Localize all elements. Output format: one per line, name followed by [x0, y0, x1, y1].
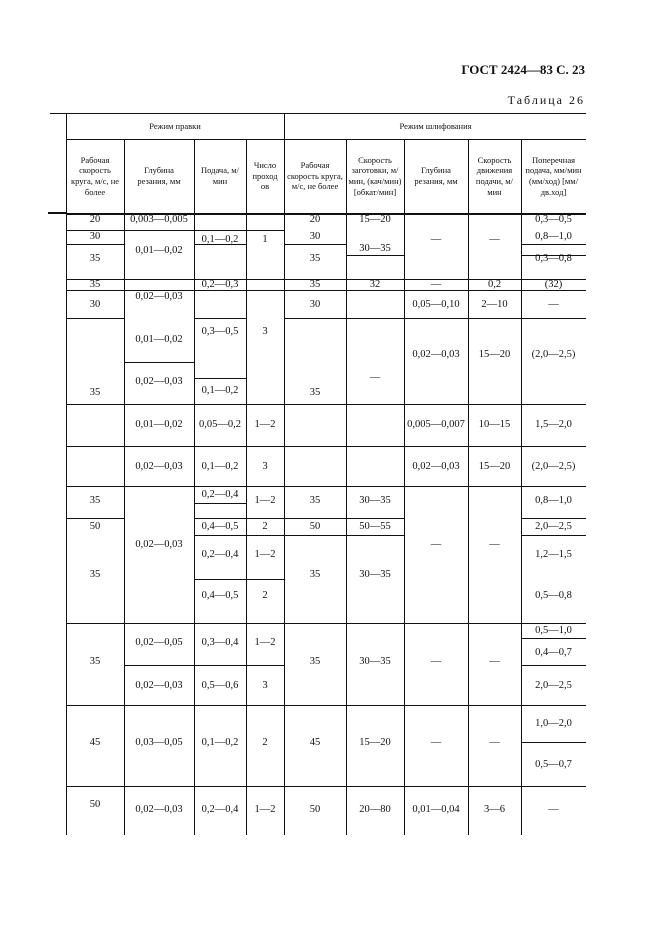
- table-cell: 35: [309, 252, 321, 264]
- table-cell: 0,01—0,04: [412, 803, 460, 815]
- table-cell: 2: [262, 589, 268, 601]
- table-cell: 35: [89, 494, 101, 506]
- table-cell: 0,3—0,4: [201, 636, 239, 648]
- table-cell: 1—2: [254, 418, 276, 430]
- table-cell: (2,0—2,5): [531, 460, 576, 472]
- table-cell: 0,5—0,7: [535, 758, 572, 770]
- table-cell: 1,2—1,5: [535, 548, 572, 560]
- table-cell: 0,1—0,2: [201, 384, 239, 396]
- table-cell: 0,02—0,03: [412, 348, 460, 360]
- grid-line: [124, 362, 194, 363]
- table-cell: 2,0—2,5: [535, 520, 572, 532]
- table-cell: —: [430, 538, 442, 550]
- col-wheel-speed-2: Рабочая скорость круга, м/с, не более: [287, 160, 343, 192]
- grid-line: [66, 705, 586, 706]
- table-cell: 45: [89, 736, 101, 748]
- table-cell: 0,5—0,6: [201, 679, 239, 691]
- group-grinding: Режим шлифования: [399, 120, 472, 131]
- table-cell: 0,2—0,4: [201, 548, 239, 560]
- grid-line: [66, 404, 586, 405]
- col-passes: Число проходов: [252, 160, 278, 192]
- grid-line: [66, 446, 586, 447]
- table-cell: 30: [309, 230, 321, 242]
- table-cell: 2,0—2,5: [535, 679, 572, 691]
- table-cell: 50: [309, 520, 321, 532]
- table-cell: —: [430, 233, 442, 245]
- grid-line: [124, 665, 284, 666]
- grid-line: [66, 623, 586, 624]
- table-cell: 35: [309, 494, 321, 506]
- table-cell: 0,05—0,10: [412, 298, 460, 310]
- table-cell: 0,8—1,0: [535, 494, 572, 506]
- table-cell: 0,4—0,5: [201, 589, 239, 601]
- table-cell: 1,5—2,0: [535, 418, 572, 430]
- table-cell: 35: [89, 655, 101, 667]
- table-cell: 30—35: [359, 242, 391, 254]
- table-cell: 0,4—0,7: [535, 646, 572, 658]
- table-cell: 35: [89, 252, 101, 264]
- table-cell: 0,01—0,02: [135, 418, 183, 430]
- table-cell: 0,1—0,2: [201, 233, 239, 245]
- table-cell: 0,2—0,4: [201, 488, 239, 500]
- table-cell: 50: [89, 798, 101, 810]
- grid-line: [521, 665, 586, 666]
- table-cell: 30: [89, 298, 101, 310]
- col-cut-depth: Глубина резания, мм: [137, 165, 181, 186]
- table-cell: 2: [262, 520, 268, 532]
- table-cell: —: [548, 803, 559, 815]
- table-cell: 1—2: [254, 548, 276, 560]
- table-cell: 0,2—0,3: [201, 278, 239, 290]
- table-cell: —: [369, 371, 381, 383]
- table-cell: 35: [309, 386, 321, 398]
- table-cell: 30: [89, 230, 101, 242]
- grid-line: [194, 579, 284, 580]
- col-cut-depth-2: Глубина резания, мм: [414, 165, 458, 186]
- table-cell: —: [430, 655, 442, 667]
- table-cell: 0,02—0,03: [135, 375, 183, 387]
- table-cell: 1—2: [254, 494, 276, 506]
- table-cell: 0,02—0,05: [135, 636, 183, 648]
- table-cell: 15—20: [359, 213, 391, 225]
- table-cell: 0,3—0,5: [535, 213, 572, 225]
- table-cell: 30—35: [359, 568, 391, 580]
- table-cell: 3—6: [484, 803, 505, 815]
- table-cell: 10—15: [478, 418, 511, 430]
- grid-line: [66, 786, 586, 787]
- grid-line: [66, 486, 586, 487]
- table-cell: 3: [262, 325, 268, 337]
- document-reference: ГОСТ 2424—83 С. 23: [461, 62, 585, 77]
- table-cell: 0,8—1,0: [535, 230, 572, 242]
- col-wheel-speed: Рабочая скорость круга, м/с, не более: [70, 154, 120, 197]
- table-cell: (2,0—2,5): [531, 348, 576, 360]
- grid-line: [194, 535, 284, 536]
- table-cell: 2—10: [481, 298, 508, 310]
- table-cell: 0,5—1,0: [535, 624, 572, 636]
- grid-line: [194, 503, 246, 504]
- table-cell: 2: [262, 736, 268, 748]
- table-cell: 0,03—0,05: [135, 736, 183, 748]
- grid-line: [521, 742, 586, 743]
- grid-line: [521, 535, 586, 536]
- table-cell: 0,02—0,03: [412, 460, 460, 472]
- table-cell: 20: [309, 213, 321, 225]
- table-cell: 0,02—0,03: [135, 290, 183, 302]
- table-cell: 0,3—0,8: [535, 252, 572, 264]
- table-cell: 1: [262, 233, 268, 245]
- table-cell: 3: [262, 679, 268, 691]
- table-cell: 0,01—0,02: [135, 244, 183, 256]
- table-cell: 0,05—0,2: [199, 418, 241, 430]
- table-cell: 0,4—0,5: [201, 520, 239, 532]
- table-cell: 32: [369, 278, 381, 290]
- table-cell: 50: [309, 803, 321, 815]
- grid-line: [284, 535, 404, 536]
- table-cell: —: [548, 298, 559, 310]
- table-cell: 0,003—0,005: [130, 213, 188, 225]
- table-cell: 0,2: [487, 278, 502, 290]
- table-cell: 50: [89, 520, 101, 532]
- col-cross-feed: Поперечная подача, мм/мин (мм/ход) [мм/дв.ход]: [525, 154, 582, 197]
- grid-line: [284, 318, 586, 319]
- table-cell: 30—35: [359, 655, 391, 667]
- table-cell: 1—2: [254, 803, 276, 815]
- table-cell: 0,3—0,5: [201, 325, 239, 337]
- table-cell: 35: [309, 278, 321, 290]
- table-cell: 0,005—0,007: [407, 418, 465, 430]
- table-cell: 30—35: [359, 494, 391, 506]
- table-cell: 30: [309, 298, 321, 310]
- table-cell: 0,01—0,02: [135, 333, 183, 345]
- table-cell: 1,0—2,0: [535, 717, 572, 729]
- table-label: Таблица 26: [507, 93, 585, 107]
- table-cell: 15—20: [478, 348, 511, 360]
- table-cell: 35: [89, 386, 101, 398]
- table-cell: 0,02—0,03: [135, 538, 183, 550]
- table-cell: 45: [309, 736, 321, 748]
- group-dressing: Режим правки: [149, 120, 201, 131]
- table-cell: —: [489, 233, 500, 245]
- table-cell: 20: [89, 213, 101, 225]
- table-cell: —: [430, 736, 442, 748]
- table-cell: —: [489, 736, 500, 748]
- table-cell: 0,1—0,2: [201, 460, 239, 472]
- col-feed-speed: Скорость движения подачи, м/мин: [475, 154, 514, 197]
- table-cell: 0,5—0,8: [535, 589, 572, 601]
- table-cell: —: [430, 278, 442, 290]
- table-cell: 0,2—0,4: [201, 803, 239, 815]
- table-cell: 35: [89, 278, 101, 290]
- table-cell: —: [489, 655, 500, 667]
- grid-line: [66, 318, 124, 319]
- table-cell: 20—80: [359, 803, 391, 815]
- table-cell: 1—2: [254, 636, 276, 648]
- left-rule-thick: [48, 212, 66, 214]
- table-cell: 35: [309, 655, 321, 667]
- table-cell: 0,02—0,03: [135, 460, 183, 472]
- grid-line: [194, 378, 246, 379]
- table-cell: 35: [89, 568, 101, 580]
- table-cell: 15—20: [478, 460, 511, 472]
- data-table: [66, 113, 586, 835]
- col-feed: Подача, м/мин: [201, 165, 239, 186]
- table-cell: 0,1—0,2: [201, 736, 239, 748]
- left-rule: [50, 113, 66, 114]
- table-cell: 50—55: [359, 520, 391, 532]
- table-cell: 35: [309, 568, 321, 580]
- table-cell: 3: [262, 460, 268, 472]
- table-cell: 0,02—0,03: [135, 803, 183, 815]
- table-cell: (32): [544, 278, 563, 290]
- table-cell: 15—20: [359, 736, 391, 748]
- col-workpiece-speed: Скорость заготовки, м/мин, (кач/мин) [обкат/мин]: [348, 154, 402, 197]
- grid-line: [194, 318, 246, 319]
- table-cell: 0,02—0,03: [135, 679, 183, 691]
- table-cell: —: [489, 538, 500, 550]
